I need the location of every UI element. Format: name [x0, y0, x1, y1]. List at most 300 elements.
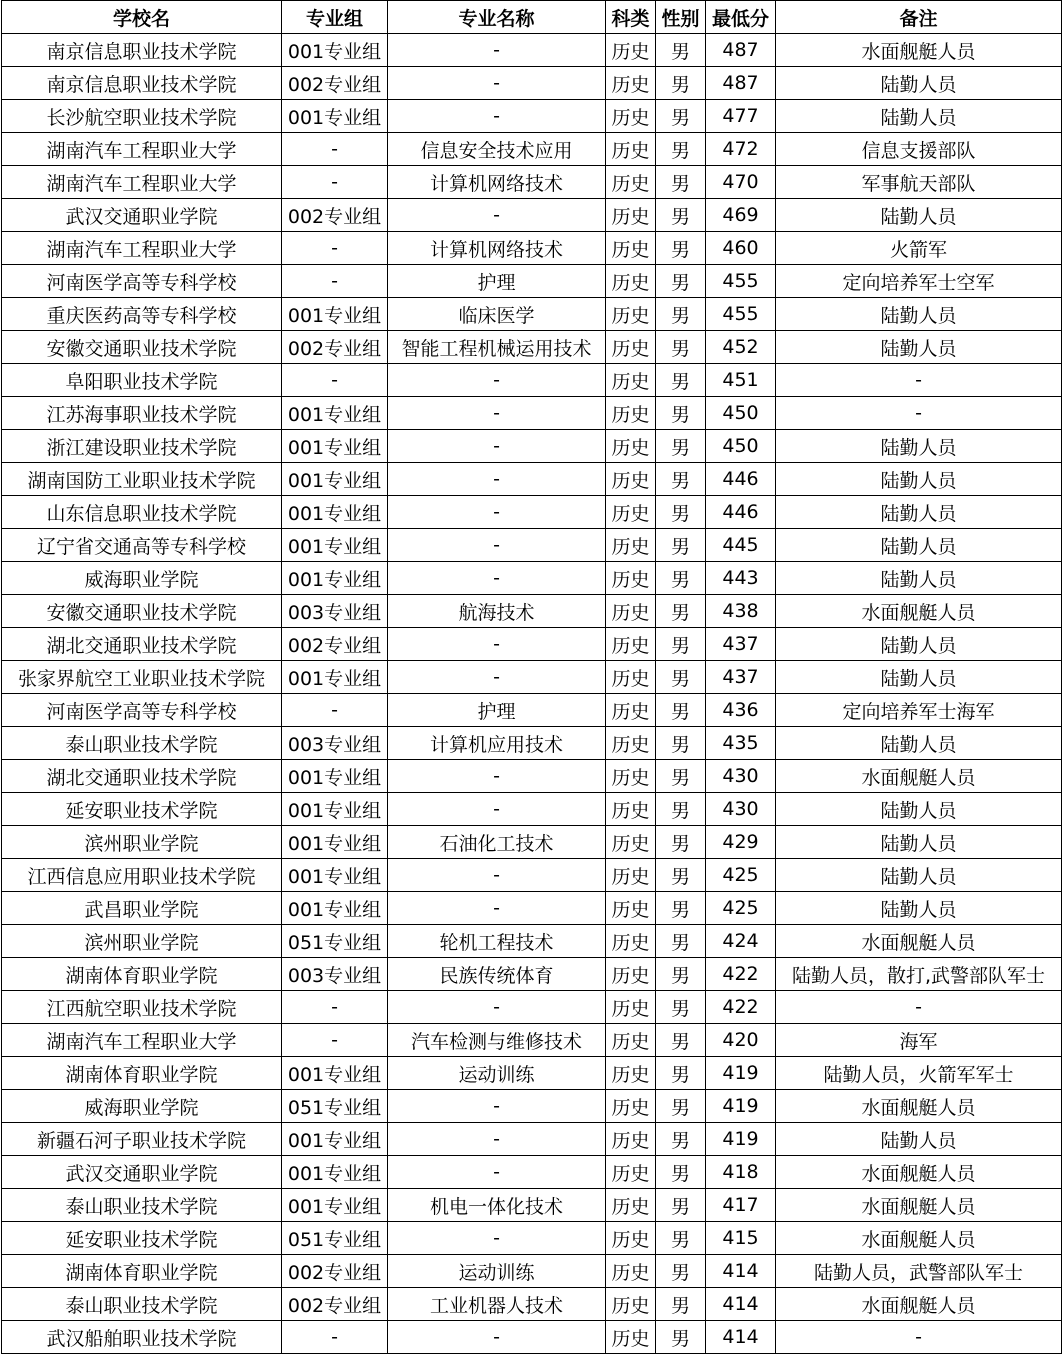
cell-gender: 男 — [656, 1024, 706, 1057]
table-row — [2, 1222, 1062, 1255]
cell-remark: 陆勤人员 — [776, 892, 1062, 925]
cell-gender: 男 — [656, 991, 706, 1024]
cell-subject: 历史 — [606, 859, 656, 892]
cell-min-score: 487 — [706, 67, 776, 100]
cell-major-group: 001专业组 — [282, 529, 388, 562]
cell-remark: 水面舰艇人员 — [776, 1156, 1062, 1189]
cell-major-group: 003专业组 — [282, 727, 388, 760]
cell-gender: 男 — [656, 397, 706, 430]
cell-remark: 陆勤人员 — [776, 529, 1062, 562]
cell-min-score: 422 — [706, 991, 776, 1024]
cell-major-name: 计算机应用技术 — [388, 727, 606, 760]
cell-subject: 历史 — [606, 1057, 656, 1090]
cell-min-score: 445 — [706, 529, 776, 562]
table-row — [2, 34, 1062, 67]
table-row — [2, 925, 1062, 958]
cell-subject: 历史 — [606, 364, 656, 397]
cell-subject: 历史 — [606, 397, 656, 430]
cell-major-group: - — [282, 1321, 388, 1354]
cell-school: 湖南体育职业学院 — [2, 1057, 282, 1090]
cell-major-name: - — [388, 859, 606, 892]
cell-gender: 男 — [656, 34, 706, 67]
table-row — [2, 166, 1062, 199]
table-row — [2, 1090, 1062, 1123]
cell-subject: 历史 — [606, 727, 656, 760]
cell-major-name: - — [388, 760, 606, 793]
cell-gender: 男 — [656, 265, 706, 298]
cell-gender: 男 — [656, 232, 706, 265]
cell-gender: 男 — [656, 562, 706, 595]
cell-min-score: 477 — [706, 100, 776, 133]
cell-remark: - — [776, 397, 1062, 430]
cell-school: 湖南汽车工程职业大学 — [2, 166, 282, 199]
cell-remark: 陆勤人员 — [776, 859, 1062, 892]
cell-major-name: - — [388, 793, 606, 826]
cell-min-score: 414 — [706, 1321, 776, 1354]
table-row — [2, 496, 1062, 529]
cell-school: 浙江建设职业技术学院 — [2, 430, 282, 463]
cell-gender: 男 — [656, 661, 706, 694]
table-row — [2, 199, 1062, 232]
cell-major-name: - — [388, 34, 606, 67]
cell-major-group: 001专业组 — [282, 793, 388, 826]
cell-major-name: - — [388, 1156, 606, 1189]
cell-school: 张家界航空工业职业技术学院 — [2, 661, 282, 694]
table-row — [2, 628, 1062, 661]
cell-major-name: - — [388, 364, 606, 397]
cell-major-name: - — [388, 1222, 606, 1255]
cell-school: 泰山职业技术学院 — [2, 1189, 282, 1222]
cell-min-score: 430 — [706, 760, 776, 793]
cell-min-score: 487 — [706, 34, 776, 67]
cell-gender: 男 — [656, 925, 706, 958]
cell-remark: 陆勤人员 — [776, 793, 1062, 826]
table-row — [2, 529, 1062, 562]
cell-school: 延安职业技术学院 — [2, 793, 282, 826]
cell-major-group: 001专业组 — [282, 661, 388, 694]
cell-major-group: 051专业组 — [282, 925, 388, 958]
cell-major-name: 信息安全技术应用 — [388, 133, 606, 166]
cell-subject: 历史 — [606, 826, 656, 859]
table-row — [2, 1123, 1062, 1156]
cell-school: 武昌职业学院 — [2, 892, 282, 925]
cell-gender: 男 — [656, 1156, 706, 1189]
cell-subject: 历史 — [606, 529, 656, 562]
cell-min-score: 455 — [706, 298, 776, 331]
cell-major-name: 汽车检测与维修技术 — [388, 1024, 606, 1057]
cell-subject: 历史 — [606, 661, 656, 694]
cell-major-name: 石油化工技术 — [388, 826, 606, 859]
cell-remark: 水面舰艇人员 — [776, 760, 1062, 793]
cell-min-score: 437 — [706, 661, 776, 694]
cell-major-group: 001专业组 — [282, 100, 388, 133]
cell-min-score: 446 — [706, 463, 776, 496]
cell-gender: 男 — [656, 1288, 706, 1321]
cell-major-name: - — [388, 430, 606, 463]
cell-major-group: 001专业组 — [282, 496, 388, 529]
cell-min-score: 438 — [706, 595, 776, 628]
cell-subject: 历史 — [606, 1189, 656, 1222]
cell-remark: 陆勤人员 — [776, 298, 1062, 331]
cell-min-score: 443 — [706, 562, 776, 595]
cell-major-group: 001专业组 — [282, 1123, 388, 1156]
cell-gender: 男 — [656, 1255, 706, 1288]
cell-remark: 陆勤人员 — [776, 463, 1062, 496]
table-row — [2, 100, 1062, 133]
cell-subject: 历史 — [606, 991, 656, 1024]
cell-school: 湖南汽车工程职业大学 — [2, 133, 282, 166]
cell-major-name: - — [388, 463, 606, 496]
cell-min-score: 425 — [706, 892, 776, 925]
cell-school: 长沙航空职业技术学院 — [2, 100, 282, 133]
cell-major-name: - — [388, 397, 606, 430]
cell-school: 江苏海事职业技术学院 — [2, 397, 282, 430]
cell-school: 滨州职业学院 — [2, 925, 282, 958]
cell-remark: 水面舰艇人员 — [776, 925, 1062, 958]
cell-major-group: 001专业组 — [282, 562, 388, 595]
cell-remark: - — [776, 991, 1062, 1024]
cell-major-name: - — [388, 67, 606, 100]
cell-gender: 男 — [656, 67, 706, 100]
cell-gender: 男 — [656, 199, 706, 232]
table-row — [2, 265, 1062, 298]
cell-remark: 陆勤人员 — [776, 562, 1062, 595]
cell-subject: 历史 — [606, 562, 656, 595]
cell-major-group: - — [282, 1024, 388, 1057]
cell-gender: 男 — [656, 166, 706, 199]
table-row — [2, 430, 1062, 463]
cell-major-name: - — [388, 199, 606, 232]
cell-remark: 水面舰艇人员 — [776, 595, 1062, 628]
cell-subject: 历史 — [606, 595, 656, 628]
table-row — [2, 958, 1062, 991]
header-subject: 科类 — [606, 1, 656, 34]
cell-major-name: 工业机器人技术 — [388, 1288, 606, 1321]
table-row — [2, 1156, 1062, 1189]
cell-school: 延安职业技术学院 — [2, 1222, 282, 1255]
cell-min-score: 419 — [706, 1057, 776, 1090]
cell-remark: 陆勤人员 — [776, 826, 1062, 859]
cell-remark: 陆勤人员 — [776, 661, 1062, 694]
cell-gender: 男 — [656, 331, 706, 364]
cell-subject: 历史 — [606, 331, 656, 364]
header-school: 学校名 — [2, 1, 282, 34]
cell-gender: 男 — [656, 628, 706, 661]
table-row — [2, 1024, 1062, 1057]
cell-school: 湖南汽车工程职业大学 — [2, 1024, 282, 1057]
cell-school: 泰山职业技术学院 — [2, 1288, 282, 1321]
cell-remark: 水面舰艇人员 — [776, 1288, 1062, 1321]
cell-major-group: - — [282, 232, 388, 265]
table-row — [2, 1255, 1062, 1288]
cell-subject: 历史 — [606, 496, 656, 529]
cell-gender: 男 — [656, 958, 706, 991]
cell-subject: 历史 — [606, 1222, 656, 1255]
cell-major-group: 002专业组 — [282, 67, 388, 100]
cell-subject: 历史 — [606, 298, 656, 331]
header-remark: 备注 — [776, 1, 1062, 34]
cell-major-group: 001专业组 — [282, 34, 388, 67]
cell-school: 湖南国防工业职业技术学院 — [2, 463, 282, 496]
cell-major-name: - — [388, 991, 606, 1024]
cell-remark: 陆勤人员 — [776, 67, 1062, 100]
cell-gender: 男 — [656, 892, 706, 925]
cell-min-score: 435 — [706, 727, 776, 760]
cell-major-group: 001专业组 — [282, 1156, 388, 1189]
cell-remark: 陆勤人员 — [776, 496, 1062, 529]
cell-gender: 男 — [656, 1222, 706, 1255]
cell-subject: 历史 — [606, 1090, 656, 1123]
cell-major-name: - — [388, 562, 606, 595]
cell-major-name: 民族传统体育 — [388, 958, 606, 991]
table-row — [2, 595, 1062, 628]
table-row — [2, 727, 1062, 760]
cell-school: 江西信息应用职业技术学院 — [2, 859, 282, 892]
cell-major-name: 轮机工程技术 — [388, 925, 606, 958]
cell-major-name: 计算机网络技术 — [388, 166, 606, 199]
cell-major-group: 001专业组 — [282, 463, 388, 496]
cell-school: 湖北交通职业技术学院 — [2, 760, 282, 793]
cell-min-score: 422 — [706, 958, 776, 991]
header-min-score: 最低分 — [706, 1, 776, 34]
cell-remark: - — [776, 1321, 1062, 1354]
table-row — [2, 67, 1062, 100]
cell-gender: 男 — [656, 133, 706, 166]
cell-subject: 历史 — [606, 1255, 656, 1288]
cell-gender: 男 — [656, 364, 706, 397]
cell-major-name: 护理 — [388, 694, 606, 727]
cell-gender: 男 — [656, 859, 706, 892]
cell-subject: 历史 — [606, 1024, 656, 1057]
cell-subject: 历史 — [606, 793, 656, 826]
cell-subject: 历史 — [606, 628, 656, 661]
cell-gender: 男 — [656, 529, 706, 562]
cell-subject: 历史 — [606, 430, 656, 463]
cell-major-group: 002专业组 — [282, 331, 388, 364]
cell-min-score: 469 — [706, 199, 776, 232]
cell-min-score: 455 — [706, 265, 776, 298]
cell-school: 威海职业学院 — [2, 562, 282, 595]
cell-min-score: 418 — [706, 1156, 776, 1189]
cell-major-group: 002专业组 — [282, 199, 388, 232]
cell-min-score: 414 — [706, 1255, 776, 1288]
cell-school: 武汉船舶职业技术学院 — [2, 1321, 282, 1354]
table-row — [2, 397, 1062, 430]
cell-gender: 男 — [656, 727, 706, 760]
cell-min-score: 419 — [706, 1123, 776, 1156]
cell-subject: 历史 — [606, 67, 656, 100]
cell-major-group: 001专业组 — [282, 826, 388, 859]
cell-remark: - — [776, 364, 1062, 397]
cell-remark: 陆勤人员 — [776, 199, 1062, 232]
cell-subject: 历史 — [606, 958, 656, 991]
cell-major-group: 002专业组 — [282, 628, 388, 661]
table-row — [2, 1288, 1062, 1321]
table-row — [2, 694, 1062, 727]
cell-remark: 陆勤人员 — [776, 100, 1062, 133]
table-body — [2, 34, 1062, 1354]
cell-major-group: - — [282, 694, 388, 727]
cell-min-score: 420 — [706, 1024, 776, 1057]
cell-school: 湖南汽车工程职业大学 — [2, 232, 282, 265]
cell-gender: 男 — [656, 826, 706, 859]
cell-subject: 历史 — [606, 34, 656, 67]
cell-major-group: 001专业组 — [282, 1189, 388, 1222]
cell-school: 湖北交通职业技术学院 — [2, 628, 282, 661]
table-row — [2, 463, 1062, 496]
cell-min-score: 430 — [706, 793, 776, 826]
table-row — [2, 991, 1062, 1024]
cell-major-name: 运动训练 — [388, 1057, 606, 1090]
table-row — [2, 826, 1062, 859]
cell-major-group: 001专业组 — [282, 298, 388, 331]
cell-subject: 历史 — [606, 199, 656, 232]
cell-major-group: - — [282, 166, 388, 199]
table-row — [2, 364, 1062, 397]
cell-major-group: 001专业组 — [282, 430, 388, 463]
cell-major-group: 001专业组 — [282, 859, 388, 892]
cell-remark: 陆勤人员 — [776, 430, 1062, 463]
cell-major-name: 护理 — [388, 265, 606, 298]
cell-school: 湖南体育职业学院 — [2, 958, 282, 991]
table-row — [2, 661, 1062, 694]
cell-remark: 陆勤人员 — [776, 727, 1062, 760]
cell-major-name: 航海技术 — [388, 595, 606, 628]
cell-subject: 历史 — [606, 1156, 656, 1189]
cell-remark: 军事航天部队 — [776, 166, 1062, 199]
cell-school: 河南医学高等专科学校 — [2, 694, 282, 727]
cell-min-score: 437 — [706, 628, 776, 661]
cell-major-group: - — [282, 265, 388, 298]
cell-major-group: 002专业组 — [282, 1288, 388, 1321]
table-row — [2, 793, 1062, 826]
cell-major-group: 003专业组 — [282, 595, 388, 628]
cell-subject: 历史 — [606, 463, 656, 496]
cell-min-score: 417 — [706, 1189, 776, 1222]
table-row — [2, 331, 1062, 364]
header-row — [2, 1, 1062, 34]
header-major-name: 专业名称 — [388, 1, 606, 34]
cell-major-name: - — [388, 496, 606, 529]
cell-subject: 历史 — [606, 166, 656, 199]
cell-school: 江西航空职业技术学院 — [2, 991, 282, 1024]
cell-gender: 男 — [656, 100, 706, 133]
cell-school: 重庆医药高等专科学校 — [2, 298, 282, 331]
cell-remark: 陆勤人员 — [776, 331, 1062, 364]
cell-major-name: - — [388, 100, 606, 133]
cell-remark: 水面舰艇人员 — [776, 1222, 1062, 1255]
table-row — [2, 760, 1062, 793]
cell-major-group: - — [282, 364, 388, 397]
cell-remark: 陆勤人员 — [776, 628, 1062, 661]
cell-major-group: 051专业组 — [282, 1090, 388, 1123]
table-row — [2, 1189, 1062, 1222]
cell-min-score: 436 — [706, 694, 776, 727]
cell-school: 武汉交通职业学院 — [2, 1156, 282, 1189]
table-row — [2, 133, 1062, 166]
cell-min-score: 429 — [706, 826, 776, 859]
cell-school: 安徽交通职业技术学院 — [2, 331, 282, 364]
cell-min-score: 452 — [706, 331, 776, 364]
cell-remark: 陆勤人员，火箭军军士 — [776, 1057, 1062, 1090]
cell-major-name: 计算机网络技术 — [388, 232, 606, 265]
cell-remark: 陆勤人员 — [776, 1123, 1062, 1156]
cell-major-group: 002专业组 — [282, 1255, 388, 1288]
cell-min-score: 415 — [706, 1222, 776, 1255]
cell-min-score: 472 — [706, 133, 776, 166]
cell-major-name: 智能工程机械运用技术 — [388, 331, 606, 364]
cell-major-group: 001专业组 — [282, 1057, 388, 1090]
table-row — [2, 892, 1062, 925]
table-row — [2, 1321, 1062, 1354]
cell-remark: 信息支援部队 — [776, 133, 1062, 166]
cell-remark: 定向培养军士空军 — [776, 265, 1062, 298]
cell-gender: 男 — [656, 1189, 706, 1222]
cell-subject: 历史 — [606, 892, 656, 925]
table-row — [2, 298, 1062, 331]
cell-min-score: 446 — [706, 496, 776, 529]
cell-min-score: 414 — [706, 1288, 776, 1321]
cell-major-name: - — [388, 892, 606, 925]
header-major-group: 专业组 — [282, 1, 388, 34]
cell-school: 湖南体育职业学院 — [2, 1255, 282, 1288]
cell-major-name: - — [388, 1321, 606, 1354]
cell-min-score: 450 — [706, 397, 776, 430]
cell-gender: 男 — [656, 595, 706, 628]
table-row — [2, 562, 1062, 595]
cell-subject: 历史 — [606, 1288, 656, 1321]
cell-subject: 历史 — [606, 694, 656, 727]
cell-remark: 水面舰艇人员 — [776, 1189, 1062, 1222]
cell-major-group: 003专业组 — [282, 958, 388, 991]
cell-gender: 男 — [656, 1321, 706, 1354]
cell-gender: 男 — [656, 793, 706, 826]
cell-subject: 历史 — [606, 1321, 656, 1354]
cell-school: 阜阳职业技术学院 — [2, 364, 282, 397]
cell-major-group: 001专业组 — [282, 397, 388, 430]
cell-major-group: 051专业组 — [282, 1222, 388, 1255]
cell-gender: 男 — [656, 760, 706, 793]
cell-remark: 水面舰艇人员 — [776, 34, 1062, 67]
cell-subject: 历史 — [606, 133, 656, 166]
admission-score-table — [1, 0, 1062, 1354]
cell-school: 河南医学高等专科学校 — [2, 265, 282, 298]
cell-remark: 定向培养军士海军 — [776, 694, 1062, 727]
cell-major-group: 001专业组 — [282, 892, 388, 925]
cell-major-name: - — [388, 1123, 606, 1156]
cell-subject: 历史 — [606, 232, 656, 265]
cell-gender: 男 — [656, 463, 706, 496]
cell-gender: 男 — [656, 694, 706, 727]
cell-major-group: 001专业组 — [282, 760, 388, 793]
cell-major-name: - — [388, 529, 606, 562]
cell-remark: 陆勤人员，散打,武警部队军士 — [776, 958, 1062, 991]
cell-school: 新疆石河子职业技术学院 — [2, 1123, 282, 1156]
cell-min-score: 460 — [706, 232, 776, 265]
cell-school: 泰山职业技术学院 — [2, 727, 282, 760]
cell-major-name: 临床医学 — [388, 298, 606, 331]
table-row — [2, 232, 1062, 265]
cell-school: 南京信息职业技术学院 — [2, 34, 282, 67]
cell-min-score: 419 — [706, 1090, 776, 1123]
cell-gender: 男 — [656, 298, 706, 331]
cell-gender: 男 — [656, 1123, 706, 1156]
cell-major-name: - — [388, 628, 606, 661]
cell-min-score: 470 — [706, 166, 776, 199]
cell-gender: 男 — [656, 496, 706, 529]
cell-remark: 水面舰艇人员 — [776, 1090, 1062, 1123]
cell-subject: 历史 — [606, 760, 656, 793]
